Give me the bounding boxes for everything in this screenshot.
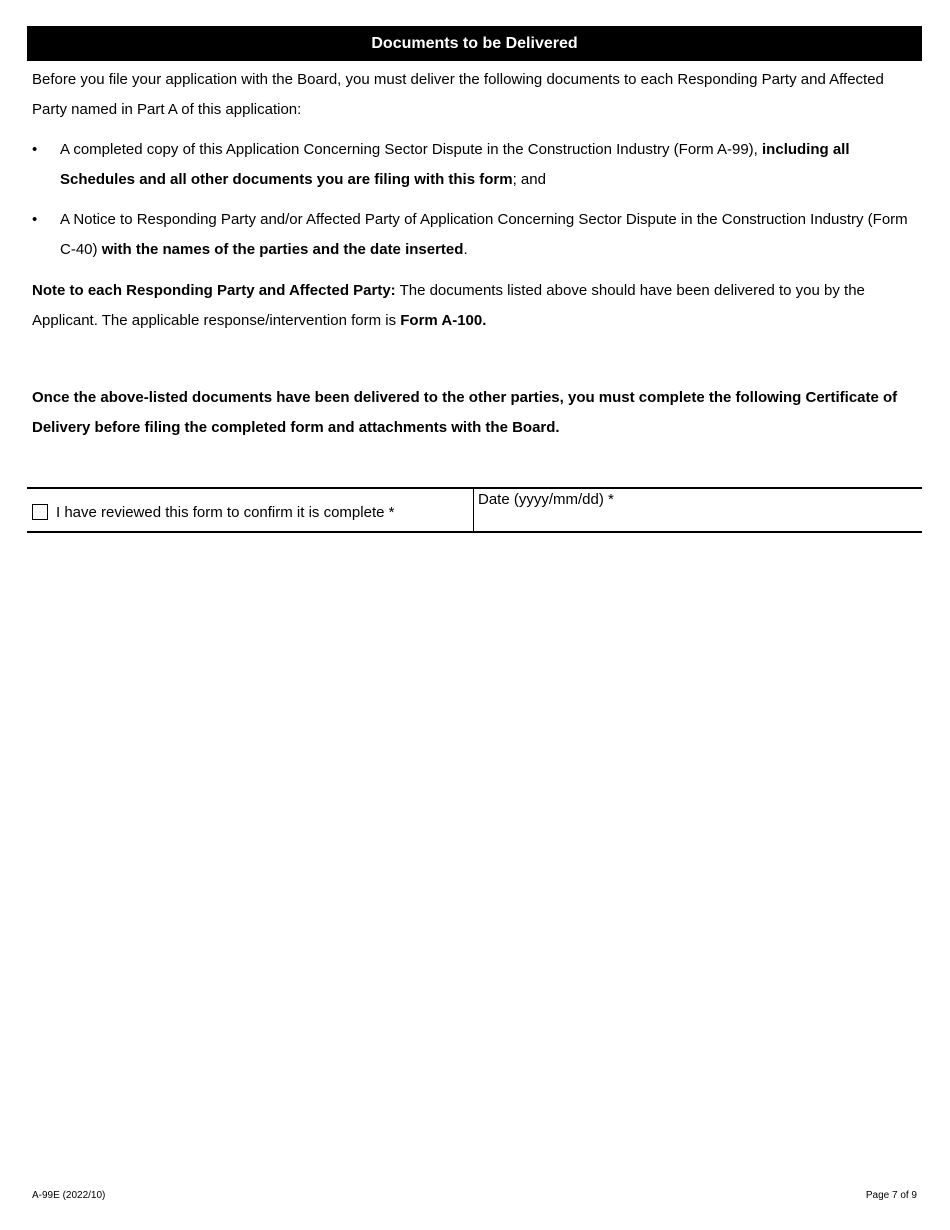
review-checkbox-label: I have reviewed this form to confirm it is complete * [56,503,395,521]
review-checkbox[interactable] [32,504,48,520]
bullet-text-part: A Notice to Responding Party and/or Affected Party of Application Concerning Sector Dispute in the Construction Industry (Form C-40) [60,211,908,258]
intro-paragraph: Before you file your application with the Board, you must deliver the following documents to each Responding Party and Affected Party named in Part A of this application: [32,71,884,118]
bullet-symbol: • [32,141,38,158]
bullet-symbol: • [32,211,38,228]
bullet-text [60,135,920,194]
document-body [32,65,920,442]
bullet-text-part: A completed copy of this Application Concerning Sector Dispute in the Construction Industry (Form A-99), [60,141,763,158]
note-lead: Note to each Responding Party and Affected Party: [32,282,396,299]
section-title-text: Documents to be Delivered [371,34,578,52]
date-field[interactable] [474,489,922,531]
bullet-text-part: ; and [512,170,546,188]
section-title [27,26,922,61]
page-number: Page 7 of 9 [865,1190,917,1201]
bullet-text-bold: including all Schedules and all other documents you are filing with this form [60,141,850,188]
certificate-table [27,487,922,533]
list-item [32,135,920,194]
bullet-text [60,205,920,264]
note-form-ref: Form A-100. [400,311,487,329]
bullet-text-bold: with the names of the parties and the date inserted [101,240,464,258]
bullet-text-part: . [463,240,468,258]
review-confirmation-cell [27,489,474,531]
delivery-instruction: Once the above-listed documents have been delivered to the other parties, you must complete the following Certificate of Delivery before filing the completed form and attachments with the Board. [32,389,898,436]
form-code: A-99E (2022/10) [32,1190,106,1201]
note-paragraph [32,276,920,335]
note-text: The documents listed above should have been delivered to you by the Applicant. The applicable response/intervention form is [32,282,865,329]
list-item [32,205,920,264]
date-field-label: Date (yyyy/mm/dd) * [478,491,614,508]
